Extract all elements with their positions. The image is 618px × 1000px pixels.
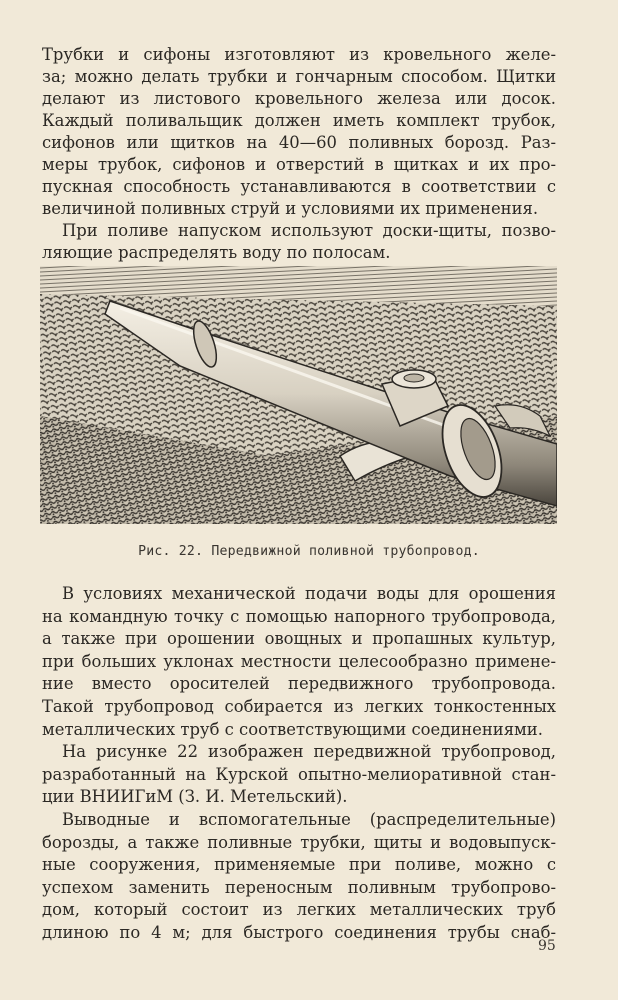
paragraph-block-top: [42, 44, 556, 264]
text-line: дом, который состоит из легких металлических труб: [42, 900, 556, 920]
text-line: Выводные и вспомогательные (распределительные): [62, 809, 556, 829]
text-line: Такой трубопровод собирается из легких тонкостенных: [42, 696, 556, 716]
text-line: успехом заменить переносным поливным трубопрово-: [42, 877, 556, 897]
text-line: разработанный на Курской опытно-мелиоративной стан-: [42, 764, 556, 784]
text-line: за; можно делать трубки и гончарным способом. Щитки: [42, 67, 556, 86]
text-line: В условиях механической подачи воды для орошения: [62, 584, 556, 603]
text-line: при больших уклонах местности целесообразно примене-: [42, 651, 556, 671]
text-line: пускная способность устанавливаются в соответствии с: [42, 177, 556, 196]
text-line: а также при орошении овощных и пропашных культур,: [42, 629, 556, 649]
text-line: Трубки и сифоны изготовляют из кровельного желе-: [42, 45, 556, 64]
text-line: длиною по 4 м; для быстрого соединения трубы снаб-: [42, 922, 556, 942]
figure-caption: Рис. 22. Передвижной поливной трубопровод.: [138, 544, 480, 559]
text-line: металлических труб с соответствующими соединениями.: [42, 719, 543, 739]
text-line: ции ВНИИГиМ (З. И. Метельский).: [42, 787, 348, 807]
text-line: Каждый поливальщик должен иметь комплект трубок,: [42, 111, 556, 130]
text-line: сифонов или щитков на 40—60 поливных борозд. Раз-: [42, 133, 556, 152]
text-line: ные сооружения, применяемые при поливе, можно с: [42, 855, 556, 875]
pipeline-illustration: [40, 266, 557, 524]
text-line: меры трубок, сифонов и отверстий в щитках и их про-: [42, 155, 556, 174]
text-line: делают из листового кровельного железа или досок.: [42, 89, 556, 108]
text-line: на командную точку с помощью напорного трубопровода,: [42, 606, 556, 626]
text-line: На рисунке 22 изображен передвижной трубопровод,: [62, 742, 556, 762]
text-line: борозды, а также поливные трубки, щиты и водовыпуск-: [42, 832, 556, 852]
text-line: ляющие распределять воду по полосам.: [42, 243, 391, 262]
paragraph-block-bottom: [42, 583, 556, 945]
page-number: 95: [538, 938, 556, 954]
text-line: При поливе напуском используют доски-щиты, позво-: [62, 221, 556, 240]
text-line: ние вместо оросителей передвижного трубопровода.: [42, 674, 556, 694]
text-line: величиной поливных струй и условиями их применения.: [42, 199, 539, 218]
